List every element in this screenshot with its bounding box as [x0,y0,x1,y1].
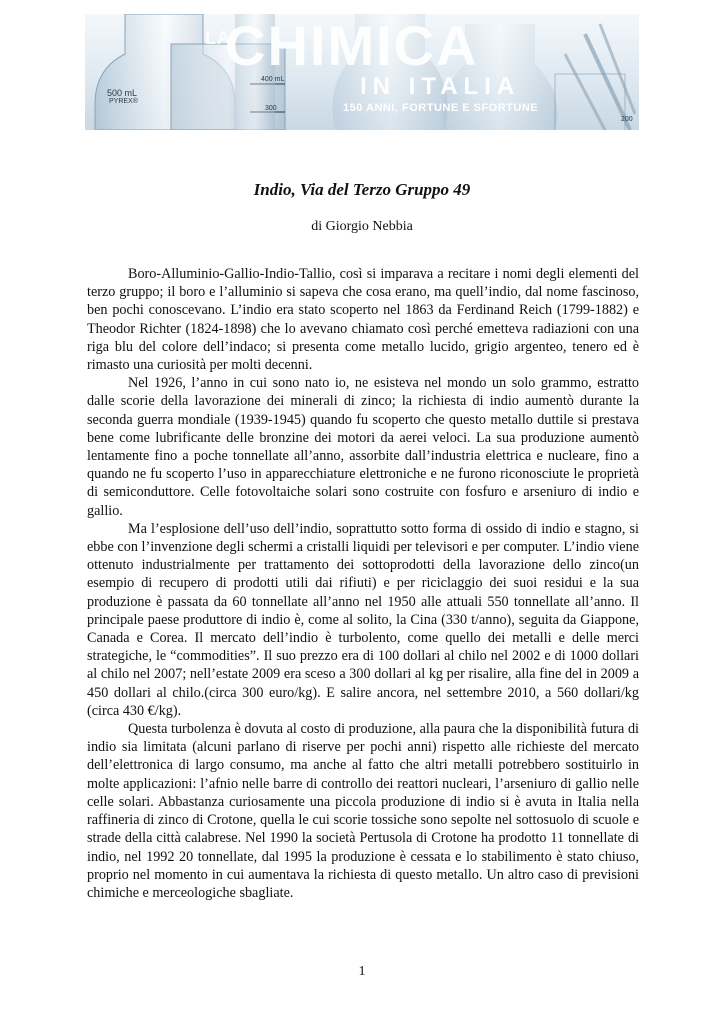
banner-title: CHIMICA [225,14,479,77]
paragraph: Nel 1926, l’anno in cui sono nato io, ne esisteva nel mondo un solo grammo, estratto dalle scorie della lavorazione dei minerali di zinco; la richiesta di indio aumentò durante la seconda guerra mondiale (1939-1945) quando fu scoperto che questo metallo duttile si prestava bene come lubrificante delle bronzine dei motori da aerei veloci. La sua produzione aumentò lentamente fino a poche tonnellate all’anno, assorbite dall’industria elettrica e nucleare, fino a quando ne fu scoperto l’uso in apparecchiature elettroniche e ne furono riconosciute le proprietà di semiconduttore. Celle fotovoltaiche solari sono costruite con fosfuro e arseniuro di indio e gallio. [87,375,639,519]
header-banner [85,14,639,130]
paragraph: Ma l’esplosione dell’uso dell’indio, soprattutto sotto forma di ossido di indio e stagno, si ebbe con l’invenzione degli schermi a cristalli liquidi per televisori e per computer. L’indio viene ottenuto industrialmente per trattamento dei sottoprodotti della lavorazione dello zinco(un esempio di recupero di prodotti utili dai rifiuti) e per riciclaggio dei suoi residui e la sua produzione è passata da 60 tonnellate all’anno nel 1950 alle attuali 550 tonnellate all’anno. Il principale paese produttore di indio è, come al solito, la Cina (330 t/anno), seguita da Giappone, Canada e Corea. Il mercato dell’indio è turbolento, come quello dei metalli e delle merci strategiche, le “commodities”. Il suo prezzo era di 100 dollari al chilo nel 2002 e di 1000 dollari al chilo nel 2007; nell’estate 2009 era sceso a 300 dollari al kg per risalire, alla fine del in 2009 a 450 dollari al chilo.(circa 300 euro/kg). E salire ancora, nel settembre 2010, a 560 dollari/kg (circa 430 €/kg). [87,520,639,719]
cylinder-mark-200: 200 [621,116,633,123]
article-body [87,265,639,902]
beaker-mark-400: 400 mL [261,76,285,83]
beaker-brand-label: PYREX® [109,98,138,105]
banner-la: LA [205,28,231,48]
article-author: di Giorgio Nebbia [311,219,413,234]
beaker-volume-label: 500 mL [107,88,138,98]
beaker-mark-300: 300 [265,105,277,112]
banner-in-italia: IN ITALIA [360,73,521,100]
banner-subtitle: 150 ANNI, FORTUNE E SFORTUNE [343,102,539,114]
article-title: Indio, Via del Terzo Gruppo 49 [253,180,471,199]
page-number: 1 [358,964,366,979]
paragraph: Questa turbolenza è dovuta al costo di produzione, alla paura che la disponibilità futura di indio sia limitata (alcuni parlano di riserve per pochi anni) rispetto alle richieste del mercato dell’elettronica di largo consumo, ma anche al fatto che altri metalli potrebbero sostituirlo in molte applicazioni: l’afnio nelle barre di controllo dei reattori nucleari, l’arseniuro di gallio nelle celle solari. Abbastanza curiosamente una piccola produzione di indio si è avuta in Italia nella raffineria di zinco di Crotone, quella le cui scorie tossiche sono sepolte nel sottosuolo di scuole e strade della città calabrese. Nel 1990 la società Pertusola di Crotone ha prodotto 11 tonnellate di indio, nel 1992 20 tonnellate, dal 1995 la produzione è cessata e lo stabilimento è stato chiuso, proprio nel momento in cui aumentava la richiesta di questo metallo. Un altro caso di previsioni chimiche e merceologiche sbagliate. [87,721,639,901]
paragraph: Boro-Alluminio-Gallio-Indio-Tallio, così si imparava a recitare i nomi degli elementi del terzo gruppo; il boro e l’alluminio si sapeva che cosa erano, ma quell’indio, dal nome fascinoso, ben pochi conoscevano. L’indio era stato scoperto nel 1863 da Ferdinand Reich (1799-1882) e Theodor Richter (1824-1898) che lo avevano chiamato così perché emetteva radiazioni con una riga blu del colore dell’indaco; si presenta come metallo lucido, grigio argenteo, tenero ed è rimasto una curiosità per molti decenni. [87,266,639,374]
